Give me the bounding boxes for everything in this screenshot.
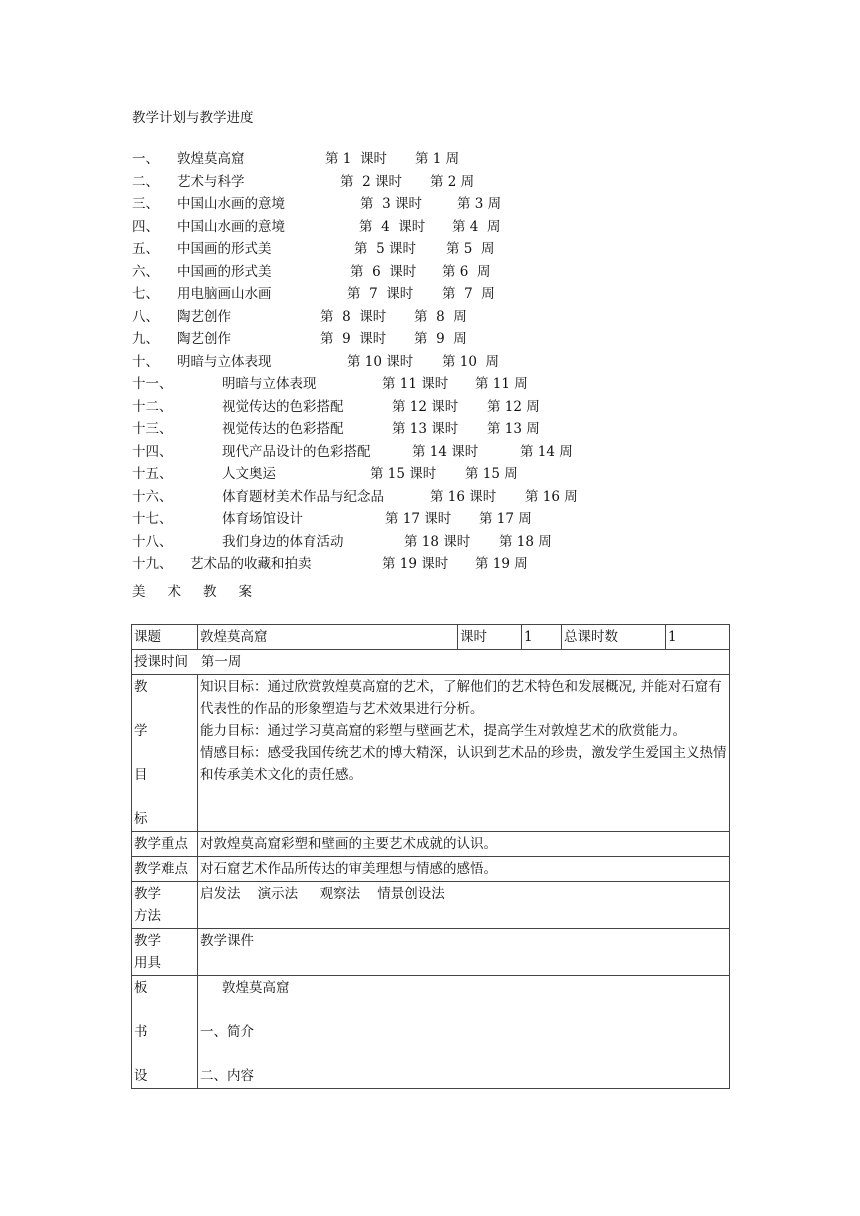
schedule-row: [132, 532, 632, 552]
total-label: 总课时数: [562, 625, 666, 650]
schedule-week: 第 12 周: [487, 398, 540, 415]
table-row: [132, 882, 730, 929]
schedule-lesson: 第 9 课时: [320, 331, 387, 347]
total-value: 1: [666, 625, 730, 650]
board-line: 敦煌莫高窟: [222, 980, 290, 996]
heading-char: 美: [132, 584, 148, 600]
schedule-number: 十七、: [132, 511, 173, 527]
schedule-number: 十九、: [132, 556, 173, 572]
schedule-number: 九、: [132, 331, 159, 347]
schedule-topic: 用电脑画山水画: [177, 286, 272, 302]
schedule-lesson: 第 3 课时: [360, 196, 422, 212]
lesson-plan-heading: [132, 580, 274, 600]
schedule-row: [132, 149, 632, 169]
schedule-lesson: 第 2 课时: [340, 173, 402, 190]
schedule-topic: 人文奥运: [222, 466, 276, 482]
schedule-topic: 中国山水画的意境: [177, 218, 285, 235]
key-label: 教学重点: [132, 832, 198, 857]
method-label: [132, 882, 198, 929]
board-line: 二、内容: [200, 1068, 254, 1084]
schedule-lesson: 第 10 课时: [347, 353, 414, 370]
label-line: 方法: [134, 908, 161, 924]
schedule-week: 第 19 周: [475, 556, 528, 572]
schedule-lesson: 第 12 课时: [392, 398, 459, 415]
schedule-topic: 明暗与立体表现: [177, 353, 272, 370]
schedule-row: [132, 307, 632, 327]
schedule-lesson: 第 7 课时: [347, 286, 414, 302]
schedule-number: 七、: [132, 286, 159, 302]
time-cell: [132, 650, 730, 675]
schedule-week: 第 7 周: [442, 286, 495, 302]
schedule-row: [132, 194, 632, 214]
label-char: 书: [134, 1024, 148, 1040]
difficulty-value: 对石窟艺术作品所传达的审美理想与情感的感悟。: [198, 857, 730, 882]
schedule-number: 十一、: [132, 376, 173, 392]
schedule-row: [132, 262, 632, 282]
schedule-topic: 视觉传达的色彩搭配: [222, 421, 344, 437]
objective-knowledge: 知识目标：通过欣赏敦煌莫高窟的艺术，了解他们的艺术特色和发展概况, 并能对石窟有代表性的作品的形象塑造与艺术效果进行分析。: [200, 679, 722, 717]
schedule-week: 第 6 周: [442, 263, 491, 280]
schedule-week: 第 11 周: [475, 376, 528, 392]
label-line: 教学: [134, 886, 161, 902]
schedule-lesson: 第 19 课时: [382, 556, 449, 572]
schedule-lesson: 第 18 课时: [404, 533, 471, 550]
schedule-week: 第 1 周: [415, 151, 460, 167]
label-char: 设: [134, 1068, 148, 1084]
schedule-topic: 陶艺创作: [177, 331, 231, 347]
schedule-week: 第 16 周: [525, 488, 578, 505]
schedule-lesson: 第 1 课时: [325, 151, 387, 167]
schedule-lesson: 第 14 课时: [412, 443, 479, 460]
schedule-row: [132, 352, 632, 372]
schedule-week: 第 15 周: [465, 466, 518, 482]
schedule-number: 六、: [132, 263, 159, 280]
board-label: [132, 976, 198, 1089]
table-row: [132, 929, 730, 976]
schedule-lesson: 第 16 课时: [430, 488, 497, 505]
schedule-topic: 艺术与科学: [177, 173, 245, 190]
table-row: [132, 625, 730, 650]
schedule-row: [132, 442, 632, 462]
schedule-number: 十、: [132, 353, 159, 370]
schedule-topic: 中国山水画的意境: [177, 196, 285, 212]
schedule-row: [132, 284, 632, 304]
label-char: 教: [134, 679, 148, 695]
board-line: 一、简介: [200, 1024, 254, 1040]
schedule-topic: 我们身边的体育活动: [222, 533, 344, 550]
schedule-row: [132, 419, 632, 439]
schedule-topic: 体育场馆设计: [222, 511, 303, 527]
topic-label: 课题: [132, 625, 198, 650]
schedule-week: 第 13 周: [487, 421, 540, 437]
schedule-lesson: 第 17 课时: [385, 511, 452, 527]
label-char: 板: [134, 980, 148, 996]
table-row: [132, 675, 730, 832]
schedule-number: 二、: [132, 173, 159, 190]
topic-value: 敦煌莫高窟: [198, 625, 458, 650]
schedule-number: 十六、: [132, 488, 173, 505]
schedule-row: [132, 487, 632, 507]
schedule-topic: 陶艺创作: [177, 308, 231, 325]
schedule-number: 八、: [132, 308, 159, 325]
label-line: 教学: [134, 933, 161, 949]
schedule-topic: 体育题材美术作品与纪念品: [222, 488, 384, 505]
schedule-row: [132, 172, 632, 192]
schedule-row: [132, 239, 632, 259]
objectives-content: [198, 675, 730, 832]
schedule-row: [132, 509, 632, 529]
table-row: [132, 832, 730, 857]
label-line: 用具: [134, 955, 161, 971]
schedule-lesson: 第 15 课时: [370, 466, 437, 482]
heading-char: 案: [238, 584, 254, 600]
schedule-row: [132, 554, 632, 574]
schedule-topic: 中国画的形式美: [177, 241, 272, 257]
schedule-lesson: 第 6 课时: [350, 263, 417, 280]
label-char: 标: [134, 811, 148, 827]
schedule-topic: 现代产品设计的色彩搭配: [222, 443, 371, 460]
schedule-number: 五、: [132, 241, 159, 257]
schedule-number: 十四、: [132, 443, 173, 460]
schedule-week: 第 4 周: [452, 218, 501, 235]
schedule-row: [132, 329, 632, 349]
objective-ability: 能力目标：通过学习莫高窟的彩塑与壁画艺术，提高学生对敦煌艺术的欣赏能力。: [200, 723, 686, 739]
schedule-topic: 中国画的形式美: [177, 263, 272, 280]
schedule-week: 第 10 周: [442, 353, 500, 370]
schedule-topic: 明暗与立体表现: [222, 376, 317, 392]
schedule-week: 第 18 周: [499, 533, 552, 550]
schedule-lesson: 第 4 课时: [359, 218, 426, 235]
schedule-number: 十二、: [132, 398, 173, 415]
schedule-topic: 艺术品的收藏和拍卖: [190, 556, 312, 572]
schedule-number: 十五、: [132, 466, 173, 482]
schedule-number: 十三、: [132, 421, 173, 437]
schedule-row: [132, 374, 632, 394]
schedule-lesson: 第 8 课时: [320, 308, 387, 325]
schedule-topic: 敦煌莫高窟: [177, 151, 245, 167]
schedule-week: 第 9 周: [414, 331, 467, 347]
board-content: [198, 976, 730, 1089]
heading-char: 教: [203, 584, 219, 600]
schedule-lesson: 第 13 课时: [392, 421, 459, 437]
period-value: 1: [522, 625, 562, 650]
method-value: 启发法 演示法 观察法 情景创设法: [198, 882, 730, 929]
schedule-topic: 视觉传达的色彩搭配: [222, 398, 344, 415]
schedule-row: [132, 217, 632, 237]
table-row: [132, 650, 730, 675]
schedule-number: 四、: [132, 218, 159, 235]
tools-value: 教学课件: [198, 929, 730, 976]
time-value: 第一周: [200, 654, 242, 670]
label-char: 学: [134, 723, 148, 739]
table-row: [132, 976, 730, 1089]
time-label: 授课时间: [134, 654, 188, 670]
objective-emotion: 情感目标：感受我国传统艺术的博大精深，认识到艺术品的珍贵，激发学生爱国主义热情和传承美术文化的责任感。: [200, 745, 727, 783]
schedule-week: 第 8 周: [414, 308, 467, 325]
lesson-plan-table: [131, 624, 730, 1089]
objectives-label: [132, 675, 198, 832]
schedule-number: 十八、: [132, 533, 173, 550]
key-value: 对敦煌莫高窟彩塑和壁画的主要艺术成就的认识。: [198, 832, 730, 857]
table-row: [132, 857, 730, 882]
schedule-week: 第 17 周: [479, 511, 532, 527]
tools-label: [132, 929, 198, 976]
label-char: 目: [134, 767, 148, 783]
schedule-lesson: 第 5 课时: [354, 241, 416, 257]
schedule-week: 第 3 周: [457, 196, 502, 212]
difficulty-label: 教学难点: [132, 857, 198, 882]
schedule-number: 三、: [132, 196, 159, 212]
schedule-row: [132, 397, 632, 417]
schedule-week: 第 5 周: [446, 241, 495, 257]
heading-char: 术: [167, 584, 183, 600]
schedule-number: 一、: [132, 151, 159, 167]
schedule-row: [132, 464, 632, 484]
schedule-lesson: 第 11 课时: [382, 376, 449, 392]
schedule-week: 第 14 周: [520, 443, 573, 460]
period-label: 课时: [458, 625, 522, 650]
schedule-week: 第 2 周: [430, 173, 475, 190]
page-title: 教学计划与教学进度: [132, 110, 254, 126]
